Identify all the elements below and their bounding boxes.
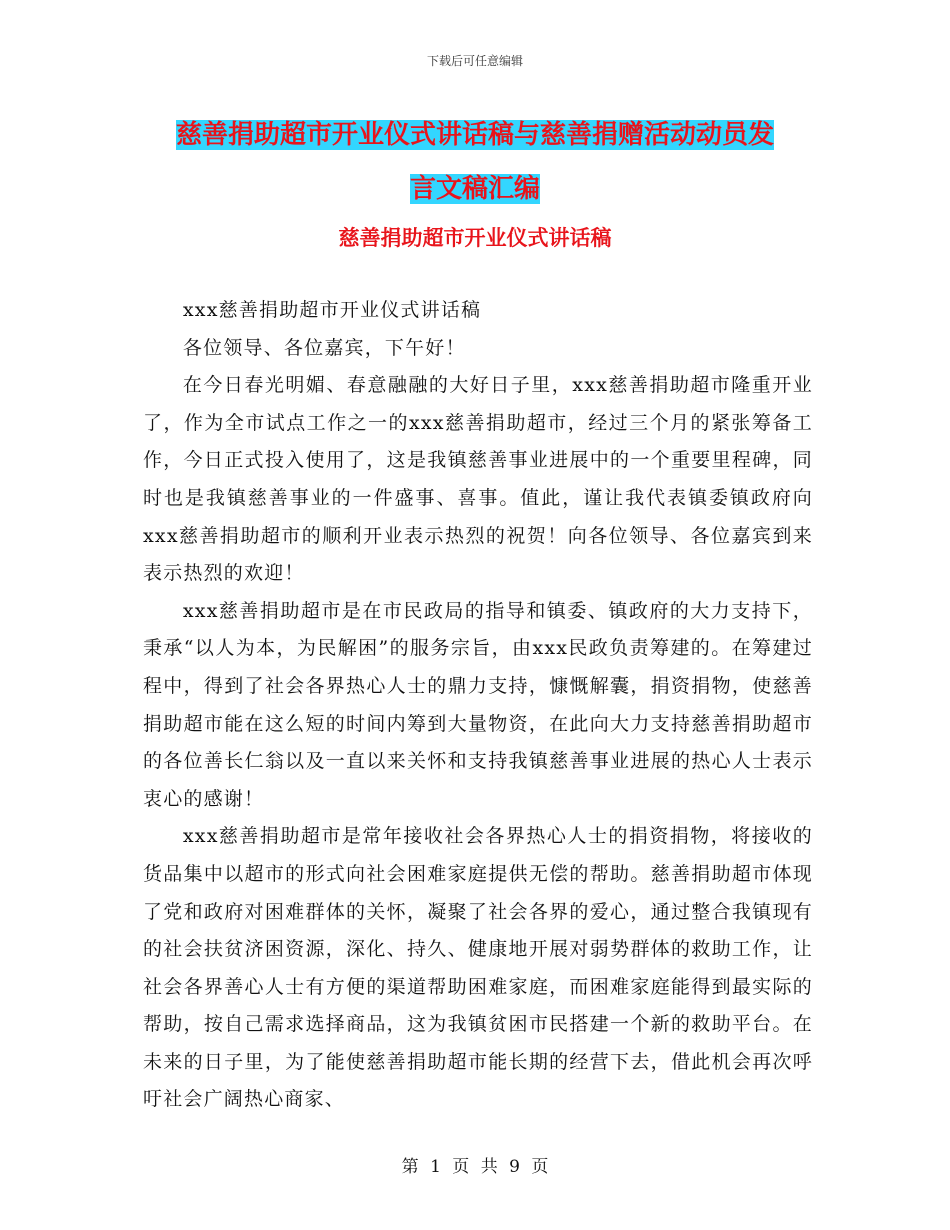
body-paragraph: xxx慈善捐助超市是常年接收社会各界热心人士的捐资捐物，将接收的货品集中以超市的形式向社会困难家庭提供无偿的帮助。慈善捐助超市体现了党和政府对困难群体的关怀，凝聚了社会各界的爱心，通过整合我镇现有的社会扶贫济困资源，深化、持久、健康地开展对弱势群体的救助工作，让社会各界善心人士有方便的渠道帮助困难家庭，而困难家庭能得到最实际的帮助，按自己需求选择商品，这为我镇贫困市民搭建一个新的救助平台。在未来的日子里，为了能使慈善捐助超市能长期的经营下去，借此机会再次呼吁社会广阔热心商家、 — [143, 825, 813, 1111]
body-paragraph: 在今日春光明媚、春意融融的大好日子里，xxx慈善捐助超市隆重开业了，作为全市试点工作之一的xxx慈善捐助超市，经过三个月的紧张筹备工作，今日正式投入使用了，这是我镇慈善事业进展中的一个重要里程碑，同时也是我镇慈善事业的一件盛事、喜事。值此，谨让我代表镇委镇政府向xxx慈善捐助超市的顺利开业表示热烈的祝贺！向各位领导、各位嘉宾到来表示热烈的欢迎！ — [143, 374, 813, 585]
speech-heading: xxx慈善捐助超市开业仪式讲话稿 — [182, 299, 482, 321]
section-title: 慈善捐助超市开业仪式讲话稿 — [338, 226, 612, 250]
document-title-line-2: 言文稿汇编 — [409, 174, 540, 204]
document-body — [143, 292, 813, 1119]
document-title — [140, 108, 810, 216]
document-title-line-1: 慈善捐助超市开业仪式讲话稿与慈善捐赠活动动员发 — [175, 120, 774, 150]
greeting-paragraph: 各位领导、各位嘉宾，下午好！ — [182, 336, 466, 359]
page-header-note: 下载后可任意编辑 — [426, 54, 523, 68]
page-footer: 第 1 页 共 9 页 — [401, 1157, 549, 1177]
body-paragraph: xxx慈善捐助超市是在市民政局的指导和镇委、镇政府的大力支持下，秉承“以人为本，为民解困”的服务宗旨，由xxx民政负责筹建的。在筹建过程中，得到了社会各界热心人士的鼎力支持，慷慨解囊，捐资捐物，使慈善捐助超市能在这么短的时间内筹到大量物资，在此向大力支持慈善捐助超市的各位善长仁翁以及一直以来关怀和支持我镇慈善事业进展的热心人士表示衷心的感谢！ — [143, 599, 813, 810]
